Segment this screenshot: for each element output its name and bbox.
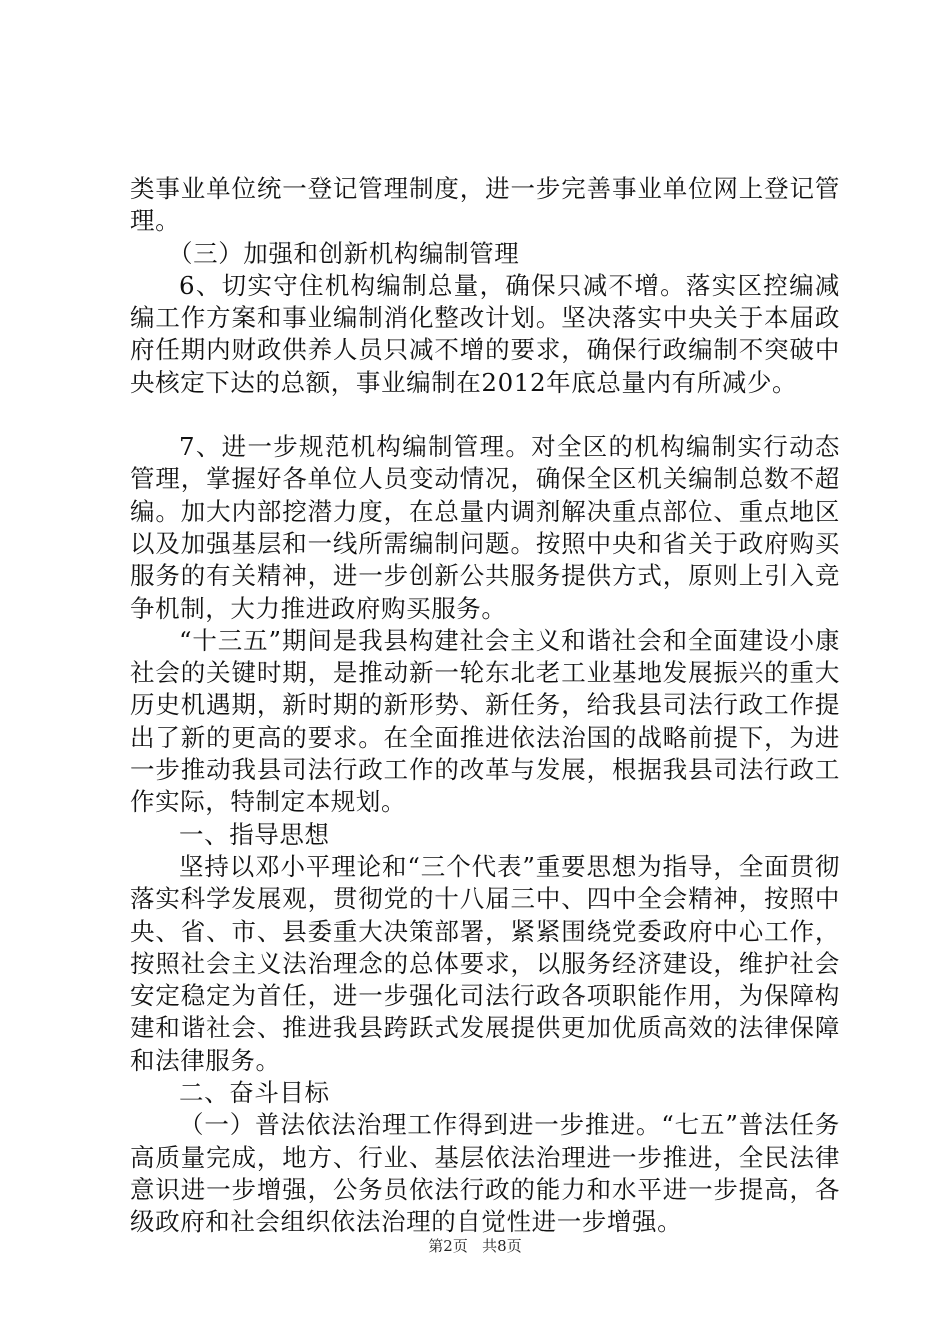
page-footer (0, 1235, 950, 1256)
page-total: 共8页 (482, 1237, 522, 1255)
section-heading-goals: 二、奋斗目标 (179, 1078, 330, 1108)
page-separator (473, 1237, 478, 1255)
paragraph-continuation: 类事业单位统一登记管理制度，进一步完善事业单位网上登记管理。 (130, 174, 840, 236)
document-body (130, 173, 840, 1239)
paragraph-item-6: 6、切实守住机构编制总量，确保只减不增。落实区控编减编工作方案和事业编制消化整改计划。坚决落实中央关于本届政府任期内财政供养人员只减不增的要求，确保行政编制不突破中央核定下达的总额，事业编制在2012年底总量内有所减少。 (130, 270, 840, 397)
paragraph-spacer (130, 399, 840, 431)
section-heading-guiding-thought: 一、指导思想 (179, 819, 330, 849)
page-number: 第2页 (428, 1237, 468, 1255)
section-heading-3: （三）加强和创新机构编制管理 (168, 238, 520, 268)
paragraph-goal-1: （一）普法依法治理工作得到进一步推进。“七五”普法任务高质量完成，地方、行业、基层依法治理进一步推进，全民法律意识进一步增强，公务员依法行政的能力和水平进一步提高，各级政府和社会组织依法治理的自觉性进一步增强。 (130, 1110, 840, 1237)
paragraph-item-7: 7、进一步规范机构编制管理。对全区的机构编制实行动态管理，掌握好各单位人员变动情况，确保全区机关编制总数不超编。加大内部挖潜力度，在总量内调剂解决重点部位、重点地区以及加强基层和一线所需编制问题。按照中央和省关于政府购买服务的有关精神，进一步创新公共服务提供方式，原则上引入竞争机制，大力推进政府购买服务。 (130, 432, 840, 623)
paragraph-guiding-thought: 坚持以邓小平理论和“三个代表”重要思想为指导，全面贯彻落实科学发展观，贯彻党的十八届三中、四中全会精神，按照中央、省、市、县委重大决策部署，紧紧围绕党委政府中心工作，按照社会主义法治理念的总体要求，以服务经济建设，维护社会安定稳定为首任，进一步强化司法行政各项职能作用，为保障构建和谐社会、推进我县跨跃式发展提供更加优质高效的法律保障和法律服务。 (130, 851, 840, 1075)
paragraph-intro: “十三五”期间是我县构建社会主义和谐社会和全面建设小康社会的关键时期，是推动新一轮东北老工业基地发展振兴的重大历史机遇期，新时期的新形势、新任务，给我县司法行政工作提出了新的更高的要求。在全面推进依法治国的战略前提下，为进一步推动我县司法行政工作的改革与发展，根据我县司法行政工作实际，特制定本规划。 (130, 625, 840, 817)
